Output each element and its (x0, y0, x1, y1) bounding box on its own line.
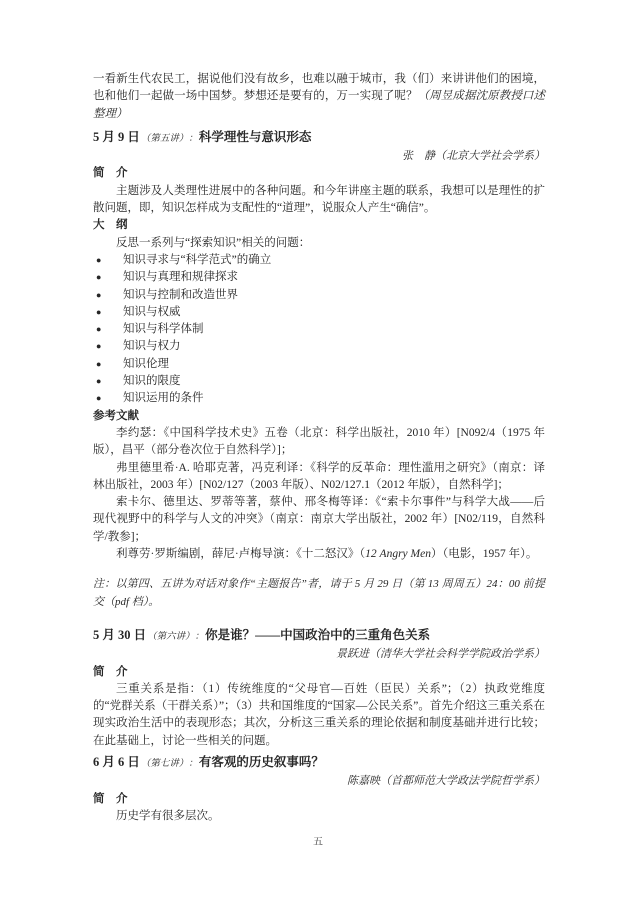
film-title-english: 12 Angry Men (365, 548, 431, 561)
outline-item-text: 知识运用的条件 (123, 392, 204, 405)
lecture6-date: 5 月 30 日 (93, 627, 147, 642)
outline-item-text: 知识与权力 (123, 340, 181, 353)
lecture6-heading (93, 627, 545, 646)
lecture5-outline-list (93, 252, 545, 408)
lecture5-number: （第五讲）： (140, 133, 198, 144)
intro-paragraph (93, 71, 545, 123)
bullet-icon: ● (96, 341, 102, 352)
lecture5-outline-label: 大 纲 (93, 219, 128, 232)
bullet-icon: ● (96, 272, 102, 283)
lecture6-title: 你是谁？——中国政治中的三重角色关系 (205, 627, 431, 642)
outline-item-text: 知识与权威 (123, 305, 181, 318)
bullet-icon: ● (96, 306, 102, 317)
outline-item-text: 知识与真理和规律探求 (123, 271, 238, 284)
lecture7-date: 6 月 6 日 (93, 754, 140, 769)
outline-item (93, 390, 545, 407)
lecture5-outline-intro: 反思一系列与“探索知识”相关的问题： (116, 236, 311, 249)
outline-item (93, 287, 545, 304)
outline-item-text: 知识的限度 (123, 375, 181, 388)
outline-item (93, 373, 545, 390)
lecture7-heading (93, 754, 545, 773)
bullet-icon: ● (96, 376, 102, 387)
lecture7-intro-text: 历史学有很多层次。 (116, 809, 220, 822)
outline-item-text: 知识与科学体制 (123, 323, 204, 336)
bullet-icon: ● (96, 254, 102, 265)
outline-item (93, 321, 545, 338)
outline-item (93, 356, 545, 373)
outline-item-text: 知识寻求与“科学范式”的确立 (123, 253, 272, 266)
lecture6-number: （第六讲）： (147, 631, 205, 642)
lecture5-refs-label: 参考文献 (93, 409, 139, 422)
lecture5-intro-text: 主题涉及人类理性进展中的各种问题。和今年讲座主题的联系，我想可以是理性的扩散问题，即，知识怎样成为支配性的“道理”，说服众人产生“确信”。 (93, 184, 545, 215)
lecture6-intro-label: 简 介 (93, 665, 128, 678)
reference-text: 利尊劳·罗斯编剧，薛尼·卢梅导演：《十二怒汉》（ (116, 548, 366, 561)
lecture6-speaker: 景跃进（清华大学社会科学学院政治学系） (336, 648, 545, 661)
lecture5-speaker: 张 静（北京大学社会学系） (402, 150, 545, 163)
reference-text: ）（电影，1957 年）。 (430, 548, 538, 561)
intro-attribution: （周昱成据沈原教授口述整理） (93, 90, 545, 120)
lecture5-date: 5 月 9 日 (93, 129, 140, 144)
reference-item: 李约瑟：《中国科学技术史》五卷（北京：科学出版社，2010 年）[N092/4（1975 年版），昌平（部分卷次位于自然科学）]； (93, 426, 545, 457)
bullet-icon: ● (96, 289, 102, 300)
bullet-icon: ● (96, 393, 102, 404)
lecture7-speaker: 陈嘉映（首都师范大学政法学院哲学系） (347, 775, 545, 788)
lecture7-intro-label: 简 介 (93, 792, 128, 805)
outline-item (93, 269, 545, 286)
lecture5-title: 科学理性与意识形态 (198, 129, 312, 144)
submission-note: 注：以第四、五讲为对话对象作“主题报告”者，请于 5 月 29 日（第 13 周周五）24：00 前提交（pdf 档）。 (93, 578, 545, 608)
reference-item: 索卡尔、德里达、罗蒂等著，蔡仲、邢冬梅等译：《“索卡尔事件”与科学大战——后现代视野中的科学与人文的冲突》（南京：南京大学出版社，2002 年）[N02/119，自然科学/教参]； (93, 496, 545, 543)
bullet-icon: ● (96, 358, 102, 369)
lecture6-intro-text: 三重关系是指：（1）传统维度的“父母官—百姓（臣民）关系”；（2）执政党维度的“党群关系（干群关系）”；（3）共和国维度的“国家—公民关系”。首先介绍这三重关系在现实政治生活中的表现形态；其次，分析这三重关系的理论依据和制度基础并进行比较；在此基础上，讨论一些相关的问题。 (93, 682, 545, 747)
outline-item (93, 304, 545, 321)
lecture7-title: 有客观的历史叙事吗？ (198, 754, 324, 769)
lecture5-heading (93, 129, 545, 148)
lecture5-intro-label: 简 介 (93, 167, 128, 180)
reference-item: 弗里德里希·A. 哈耶克著，冯克利译：《科学的反革命：理性滥用之研究》（南京：译林出版社，2003 年）[N02/127（2003 年版）、N02/127.1（2012 年版），自然科学]； (93, 461, 545, 491)
outline-item-text: 知识与控制和改造世界 (123, 288, 238, 301)
reference-item (93, 546, 545, 563)
page-number: 五 (313, 837, 323, 848)
bullet-icon: ● (96, 324, 102, 335)
lecture7-number: （第七讲）： (140, 758, 198, 769)
outline-item (93, 252, 545, 269)
intro-text: 一看新生代农民工，据说他们没有故乡，也难以融于城市，我（们）来讲讲他们的困境，也和他们一起做一场中国梦。梦想还是要有的，万一实现了呢？ (93, 73, 545, 103)
outline-item-text: 知识伦理 (123, 357, 169, 370)
outline-item (93, 338, 545, 355)
